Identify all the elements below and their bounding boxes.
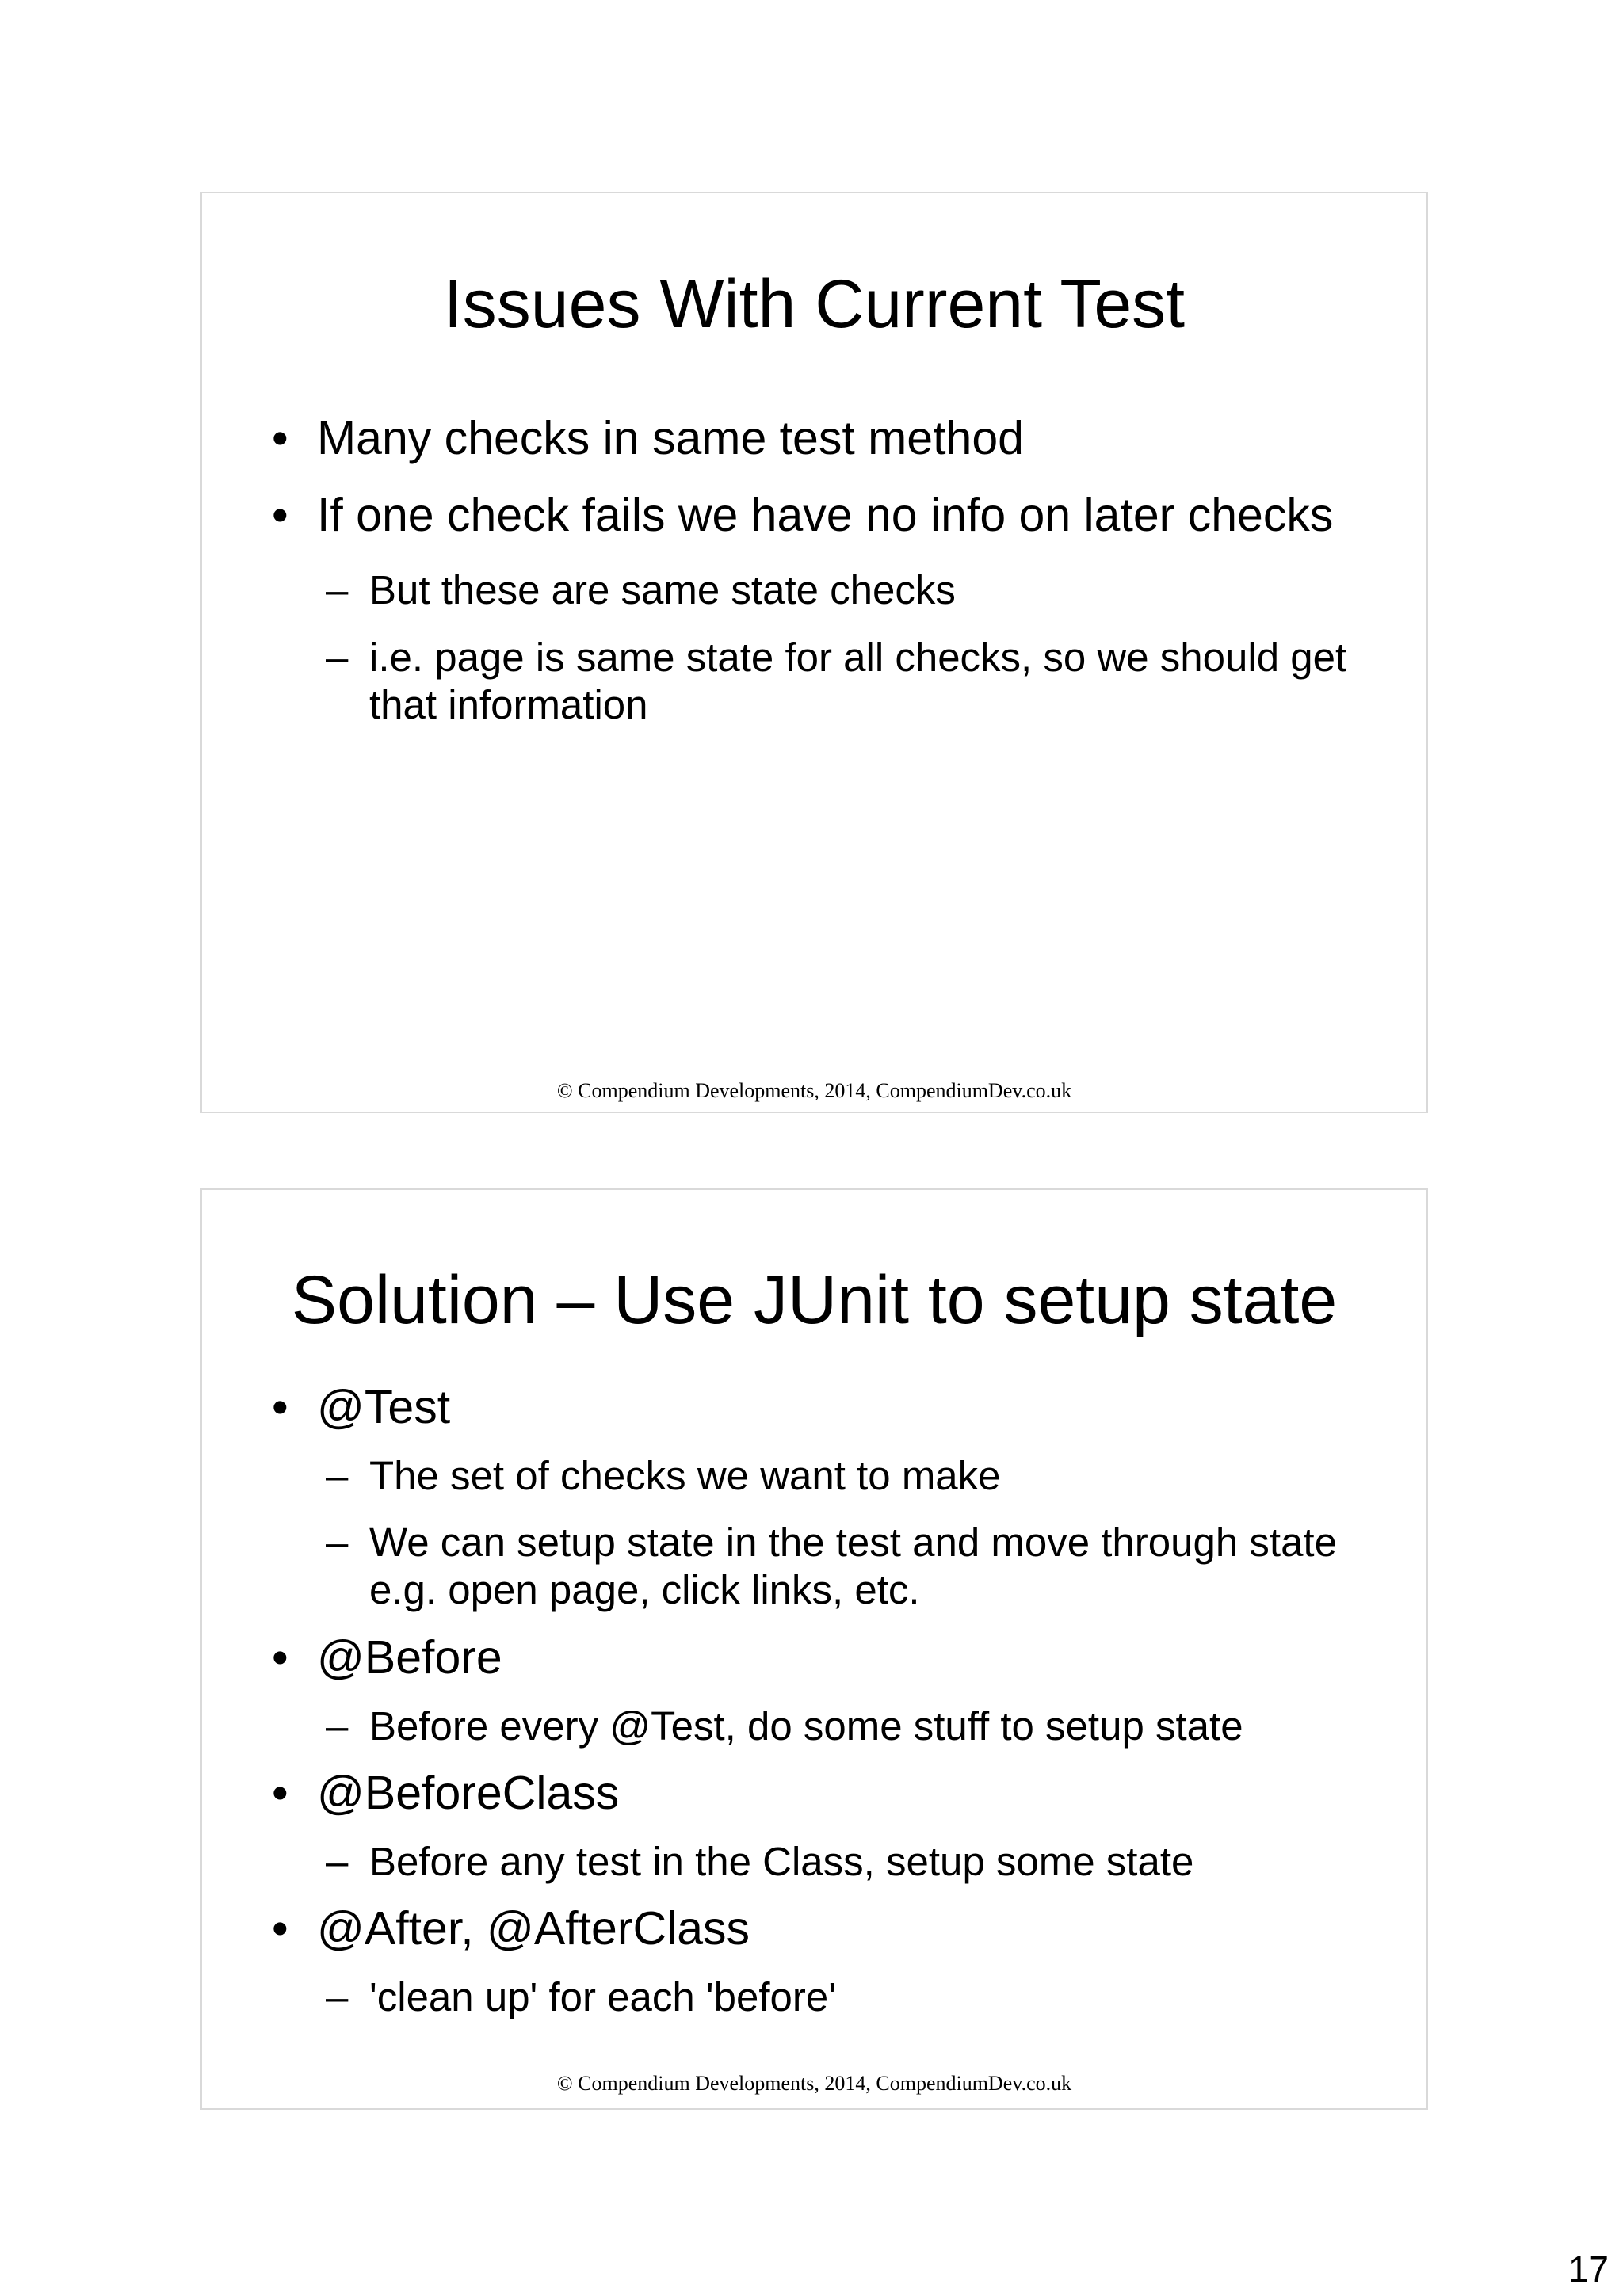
slide-solution-junit-setup-state <box>200 1188 1428 2110</box>
slide-issues-with-current-test <box>200 192 1428 1113</box>
sub-bullet-item <box>202 1974 1426 2021</box>
sub-bullet-text: But these are same state checks <box>369 567 956 612</box>
sub-bullet-item <box>202 1452 1426 1500</box>
bullet-item <box>202 1901 1426 1956</box>
bullet-text: @After, @AfterClass <box>317 1902 750 1955</box>
sub-bullet-text: The set of checks we want to make <box>369 1453 1001 1498</box>
bullet-marker: • <box>272 1767 288 1819</box>
sub-bullet-item <box>202 566 1426 614</box>
sub-bullet-text: Before every @Test, do some stuff to setup state <box>369 1703 1243 1749</box>
dash-marker: – <box>326 1974 349 2019</box>
bullet-list <box>202 1379 1426 2021</box>
bullet-item <box>202 410 1426 466</box>
sub-bullet-text: i.e. page is same state for all checks, so we should get that information <box>369 635 1347 727</box>
bullet-item <box>202 1765 1426 1821</box>
slide-title: Solution – Use JUnit to setup state <box>291 1262 1338 1338</box>
sub-bullet-text: Before any test in the Class, setup some state <box>369 1839 1194 1884</box>
sub-bullet-item <box>202 1838 1426 1886</box>
dash-marker: – <box>326 1453 349 1498</box>
bullet-text: @Before <box>317 1631 502 1684</box>
bullet-marker: • <box>272 1631 288 1684</box>
bullet-text: @Test <box>317 1381 451 1433</box>
dash-marker: – <box>326 567 349 612</box>
dash-marker: – <box>326 1703 349 1749</box>
bullet-item <box>202 1630 1426 1685</box>
bullet-text: Many checks in same test method <box>317 412 1024 464</box>
slide-title: Issues With Current Test <box>443 266 1186 342</box>
dash-marker: – <box>326 1839 349 1884</box>
bullet-marker: • <box>272 489 288 541</box>
bullet-marker: • <box>272 412 288 464</box>
slide-footer: © Compendium Developments, 2014, CompendiumDev.co.uk <box>556 1079 1072 1102</box>
bullet-item <box>202 487 1426 543</box>
sub-bullet-text: We can setup state in the test and move through state e.g. open page, click links, etc. <box>369 1520 1337 1612</box>
bullet-text: If one check fails we have no info on later checks <box>317 489 1334 541</box>
dash-marker: – <box>326 635 349 680</box>
bullet-item <box>202 1379 1426 1435</box>
bullet-list <box>202 410 1426 729</box>
slide-footer: © Compendium Developments, 2014, CompendiumDev.co.uk <box>556 2072 1072 2095</box>
sub-bullet-text: 'clean up' for each 'before' <box>369 1974 836 2019</box>
bullet-marker: • <box>272 1902 288 1955</box>
bullet-text: @BeforeClass <box>317 1767 620 1819</box>
sub-bullet-item <box>202 1519 1426 1614</box>
dash-marker: – <box>326 1520 349 1565</box>
page-number: 17 <box>1568 2248 1609 2290</box>
sub-bullet-item <box>202 1703 1426 1750</box>
bullet-marker: • <box>272 1381 288 1433</box>
sub-bullet-item <box>202 634 1426 729</box>
